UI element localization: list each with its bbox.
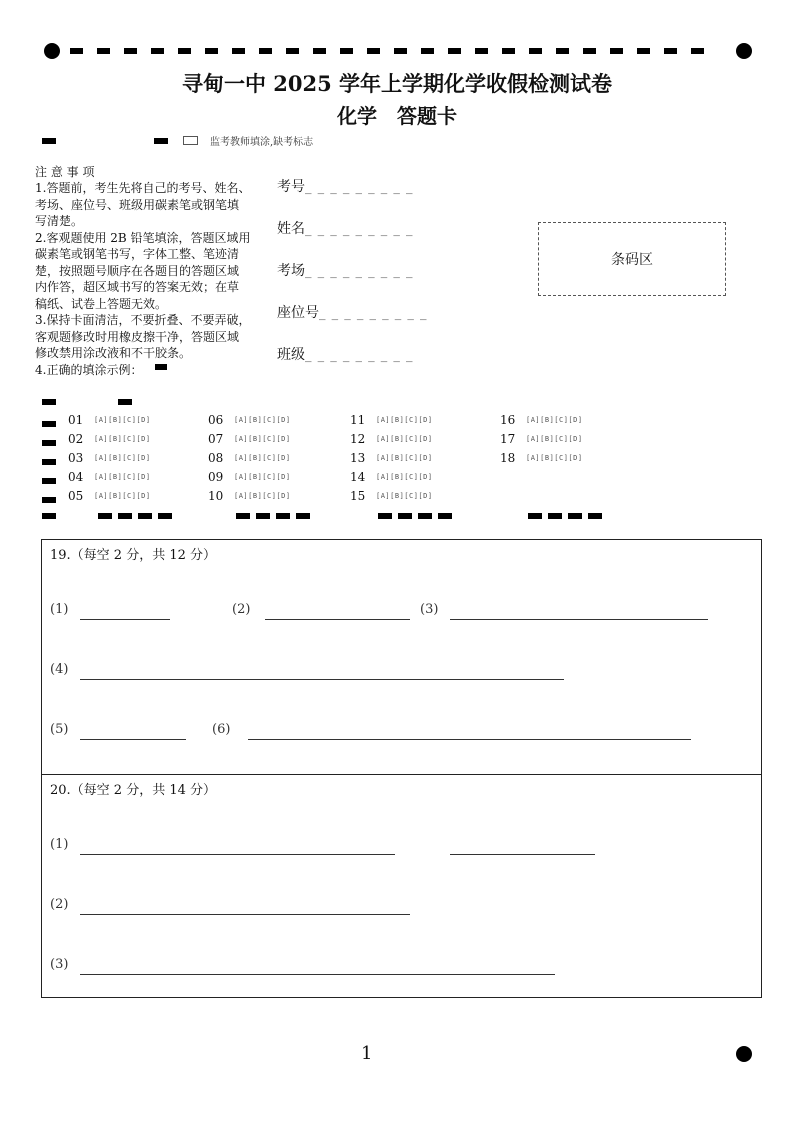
top-dash-border: [70, 48, 710, 54]
border-dash: [691, 48, 704, 54]
timing-mark: [118, 399, 132, 405]
border-dash: [556, 48, 569, 54]
blank-label: (2): [232, 602, 251, 617]
timing-mark: [118, 513, 132, 519]
border-dash: [178, 48, 191, 54]
blank-label: (6): [212, 722, 231, 737]
registration-dot-bottom-right: [736, 1046, 752, 1062]
notice-line: 1.答题前，考生先将自己的考号、姓名、: [35, 181, 251, 195]
answer-line[interactable]: [80, 739, 186, 740]
barcode-label: 条码区: [611, 252, 653, 268]
timing-mark: [378, 513, 392, 519]
field-label: 考场: [277, 263, 305, 279]
timing-mark: [528, 513, 542, 519]
answer-options[interactable]: [A][B][C][D]: [234, 473, 291, 481]
timing-mark: [42, 138, 56, 144]
absent-checkbox[interactable]: [183, 136, 198, 145]
timing-mark: [42, 478, 56, 484]
border-dash: [502, 48, 515, 54]
answer-options[interactable]: [A][B][C][D]: [376, 454, 433, 462]
notice-line: 2.客观题使用 2B 铅笔填涂，答题区域用: [35, 230, 251, 245]
page-number: 1: [361, 1043, 373, 1064]
timing-mark: [548, 513, 562, 519]
answer-line[interactable]: [80, 679, 564, 680]
border-dash: [97, 48, 110, 54]
question-number: 12: [350, 432, 366, 446]
answer-options[interactable]: [A][B][C][D]: [234, 416, 291, 424]
answer-options[interactable]: [A][B][C][D]: [94, 473, 151, 481]
field-label: 姓名: [277, 221, 305, 237]
field-underline: _ _ _ _ _ _ _ _ _: [305, 348, 414, 363]
border-dash: [610, 48, 623, 54]
border-dash: [286, 48, 299, 54]
fill-example-mark: [155, 364, 167, 370]
blank-label: (1): [50, 837, 69, 852]
notice-line: 内作答，超区域书写的答案无效；在草: [35, 280, 240, 294]
answer-line[interactable]: [80, 619, 170, 620]
answer-box-q20: [41, 774, 762, 998]
question-number: 01: [68, 413, 84, 427]
answer-options[interactable]: [A][B][C][D]: [234, 454, 291, 462]
border-dash: [205, 48, 218, 54]
border-dash: [529, 48, 542, 54]
notice-line: 考场、座位号、班级用碳素笔或钢笔填: [35, 197, 240, 212]
timing-mark: [418, 513, 432, 519]
answer-options[interactable]: [A][B][C][D]: [526, 454, 583, 462]
question-number: 09: [208, 470, 224, 484]
blank-label: (3): [50, 957, 69, 972]
question-title: 19.（每空 2 分，共 12 分）: [50, 548, 217, 563]
blank-label: (3): [420, 602, 439, 617]
answer-options[interactable]: [A][B][C][D]: [376, 473, 433, 481]
question-number: 03: [68, 451, 84, 465]
answer-options[interactable]: [A][B][C][D]: [94, 435, 151, 443]
question-number: 07: [208, 432, 224, 446]
field-underline: _ _ _ _ _ _ _ _ _: [305, 222, 414, 237]
blank-label: (5): [50, 722, 69, 737]
answer-options[interactable]: [A][B][C][D]: [94, 492, 151, 500]
answer-options[interactable]: [A][B][C][D]: [376, 416, 433, 424]
border-dash: [583, 48, 596, 54]
field-seat[interactable]: [277, 302, 428, 322]
answer-options[interactable]: [A][B][C][D]: [94, 454, 151, 462]
question-title: 20.（每空 2 分，共 14 分）: [50, 783, 217, 798]
multiple-choice-area: [0, 395, 794, 525]
field-label: 座位号: [277, 305, 319, 321]
field-label: 考号: [277, 179, 305, 195]
field-underline: _ _ _ _ _ _ _ _ _: [305, 180, 414, 195]
field-class[interactable]: [277, 344, 414, 364]
notice-line: 3.保持卡面清洁，不要折叠、不要弄破，: [35, 313, 251, 327]
answer-line[interactable]: [450, 619, 708, 620]
barcode-area: [538, 222, 726, 296]
border-dash: [394, 48, 407, 54]
answer-options[interactable]: [A][B][C][D]: [526, 435, 583, 443]
answer-line[interactable]: [80, 974, 555, 975]
field-exam-no[interactable]: [277, 176, 414, 196]
answer-options[interactable]: [A][B][C][D]: [234, 435, 291, 443]
timing-mark: [138, 513, 152, 519]
question-number: 08: [208, 451, 224, 465]
card-subtitle: 化学 答题卡: [337, 104, 457, 128]
timing-mark: [568, 513, 582, 519]
answer-line[interactable]: [248, 739, 691, 740]
timing-mark: [296, 513, 310, 519]
border-dash: [664, 48, 677, 54]
answer-options[interactable]: [A][B][C][D]: [376, 435, 433, 443]
border-dash: [340, 48, 353, 54]
answer-options[interactable]: [A][B][C][D]: [94, 416, 151, 424]
notice-line: 修改禁用涂改液和不干胶条。: [35, 346, 192, 360]
field-underline: _ _ _ _ _ _ _ _ _: [319, 306, 428, 321]
border-dash: [637, 48, 650, 54]
answer-line[interactable]: [450, 854, 595, 855]
exam-title: 寻甸一中 2025 学年上学期化学收假检测试卷: [181, 71, 613, 96]
border-dash: [313, 48, 326, 54]
notice-line: 4.正确的填涂示例：: [35, 362, 143, 377]
timing-mark: [42, 459, 56, 465]
question-number: 13: [350, 451, 366, 465]
timing-mark: [42, 421, 56, 427]
field-room[interactable]: [277, 260, 414, 280]
blank-label: (2): [50, 897, 69, 912]
question-number: 02: [68, 432, 84, 446]
answer-options[interactable]: [A][B][C][D]: [234, 492, 291, 500]
border-dash: [475, 48, 488, 54]
timing-mark: [256, 513, 270, 519]
registration-dot-top-left: [44, 43, 60, 59]
border-dash: [259, 48, 272, 54]
answer-line[interactable]: [265, 619, 410, 620]
question-number: 17: [500, 432, 516, 446]
timing-mark: [438, 513, 452, 519]
question-number: 04: [68, 470, 84, 484]
notice-line: 楚，按照题号顺序在各题目的答题区域: [35, 263, 240, 278]
border-dash: [151, 48, 164, 54]
timing-mark: [236, 513, 250, 519]
timing-mark: [154, 138, 168, 144]
question-number: 15: [350, 489, 366, 503]
blank-label: (4): [50, 662, 69, 677]
question-number: 14: [350, 470, 366, 484]
border-dash: [421, 48, 434, 54]
question-number: 16: [500, 413, 516, 427]
notice-line: 客观题修改时用橡皮擦干净，答题区域: [35, 329, 240, 344]
answer-options[interactable]: [A][B][C][D]: [526, 416, 583, 424]
question-number: 11: [350, 413, 366, 427]
notice-line: 写清楚。: [35, 214, 84, 228]
timing-mark: [588, 513, 602, 519]
answer-box-q19: [41, 539, 762, 775]
question-number: 05: [68, 489, 84, 503]
notice-lines: [35, 180, 270, 378]
timing-mark: [42, 497, 56, 503]
question-number: 06: [208, 413, 224, 427]
timing-mark: [158, 513, 172, 519]
question-number: 18: [500, 451, 516, 465]
border-dash: [367, 48, 380, 54]
answer-options[interactable]: [A][B][C][D]: [376, 492, 433, 500]
timing-mark: [42, 440, 56, 446]
field-name[interactable]: [277, 218, 414, 238]
timing-mark: [98, 513, 112, 519]
field-underline: _ _ _ _ _ _ _ _ _: [305, 264, 414, 279]
timing-mark: [42, 513, 56, 519]
absent-label: 监考教师填涂,缺考标志: [210, 137, 314, 148]
border-dash: [70, 48, 83, 54]
blank-label: (1): [50, 602, 69, 617]
registration-dot-top-right: [736, 43, 752, 59]
question-number: 10: [208, 489, 224, 503]
timing-mark: [398, 513, 412, 519]
timing-mark: [276, 513, 290, 519]
timing-mark: [42, 399, 56, 405]
answer-line[interactable]: [80, 914, 410, 915]
border-dash: [124, 48, 137, 54]
notice-line: 碳素笔或钢笔书写，字体工整、笔迹清: [35, 247, 240, 261]
notice-heading: 注 意 事 项: [35, 165, 95, 179]
border-dash: [448, 48, 461, 54]
answer-line[interactable]: [80, 854, 395, 855]
field-label: 班级: [277, 347, 305, 363]
notice-line: 稿纸、试卷上答题无效。: [35, 296, 168, 311]
border-dash: [232, 48, 245, 54]
